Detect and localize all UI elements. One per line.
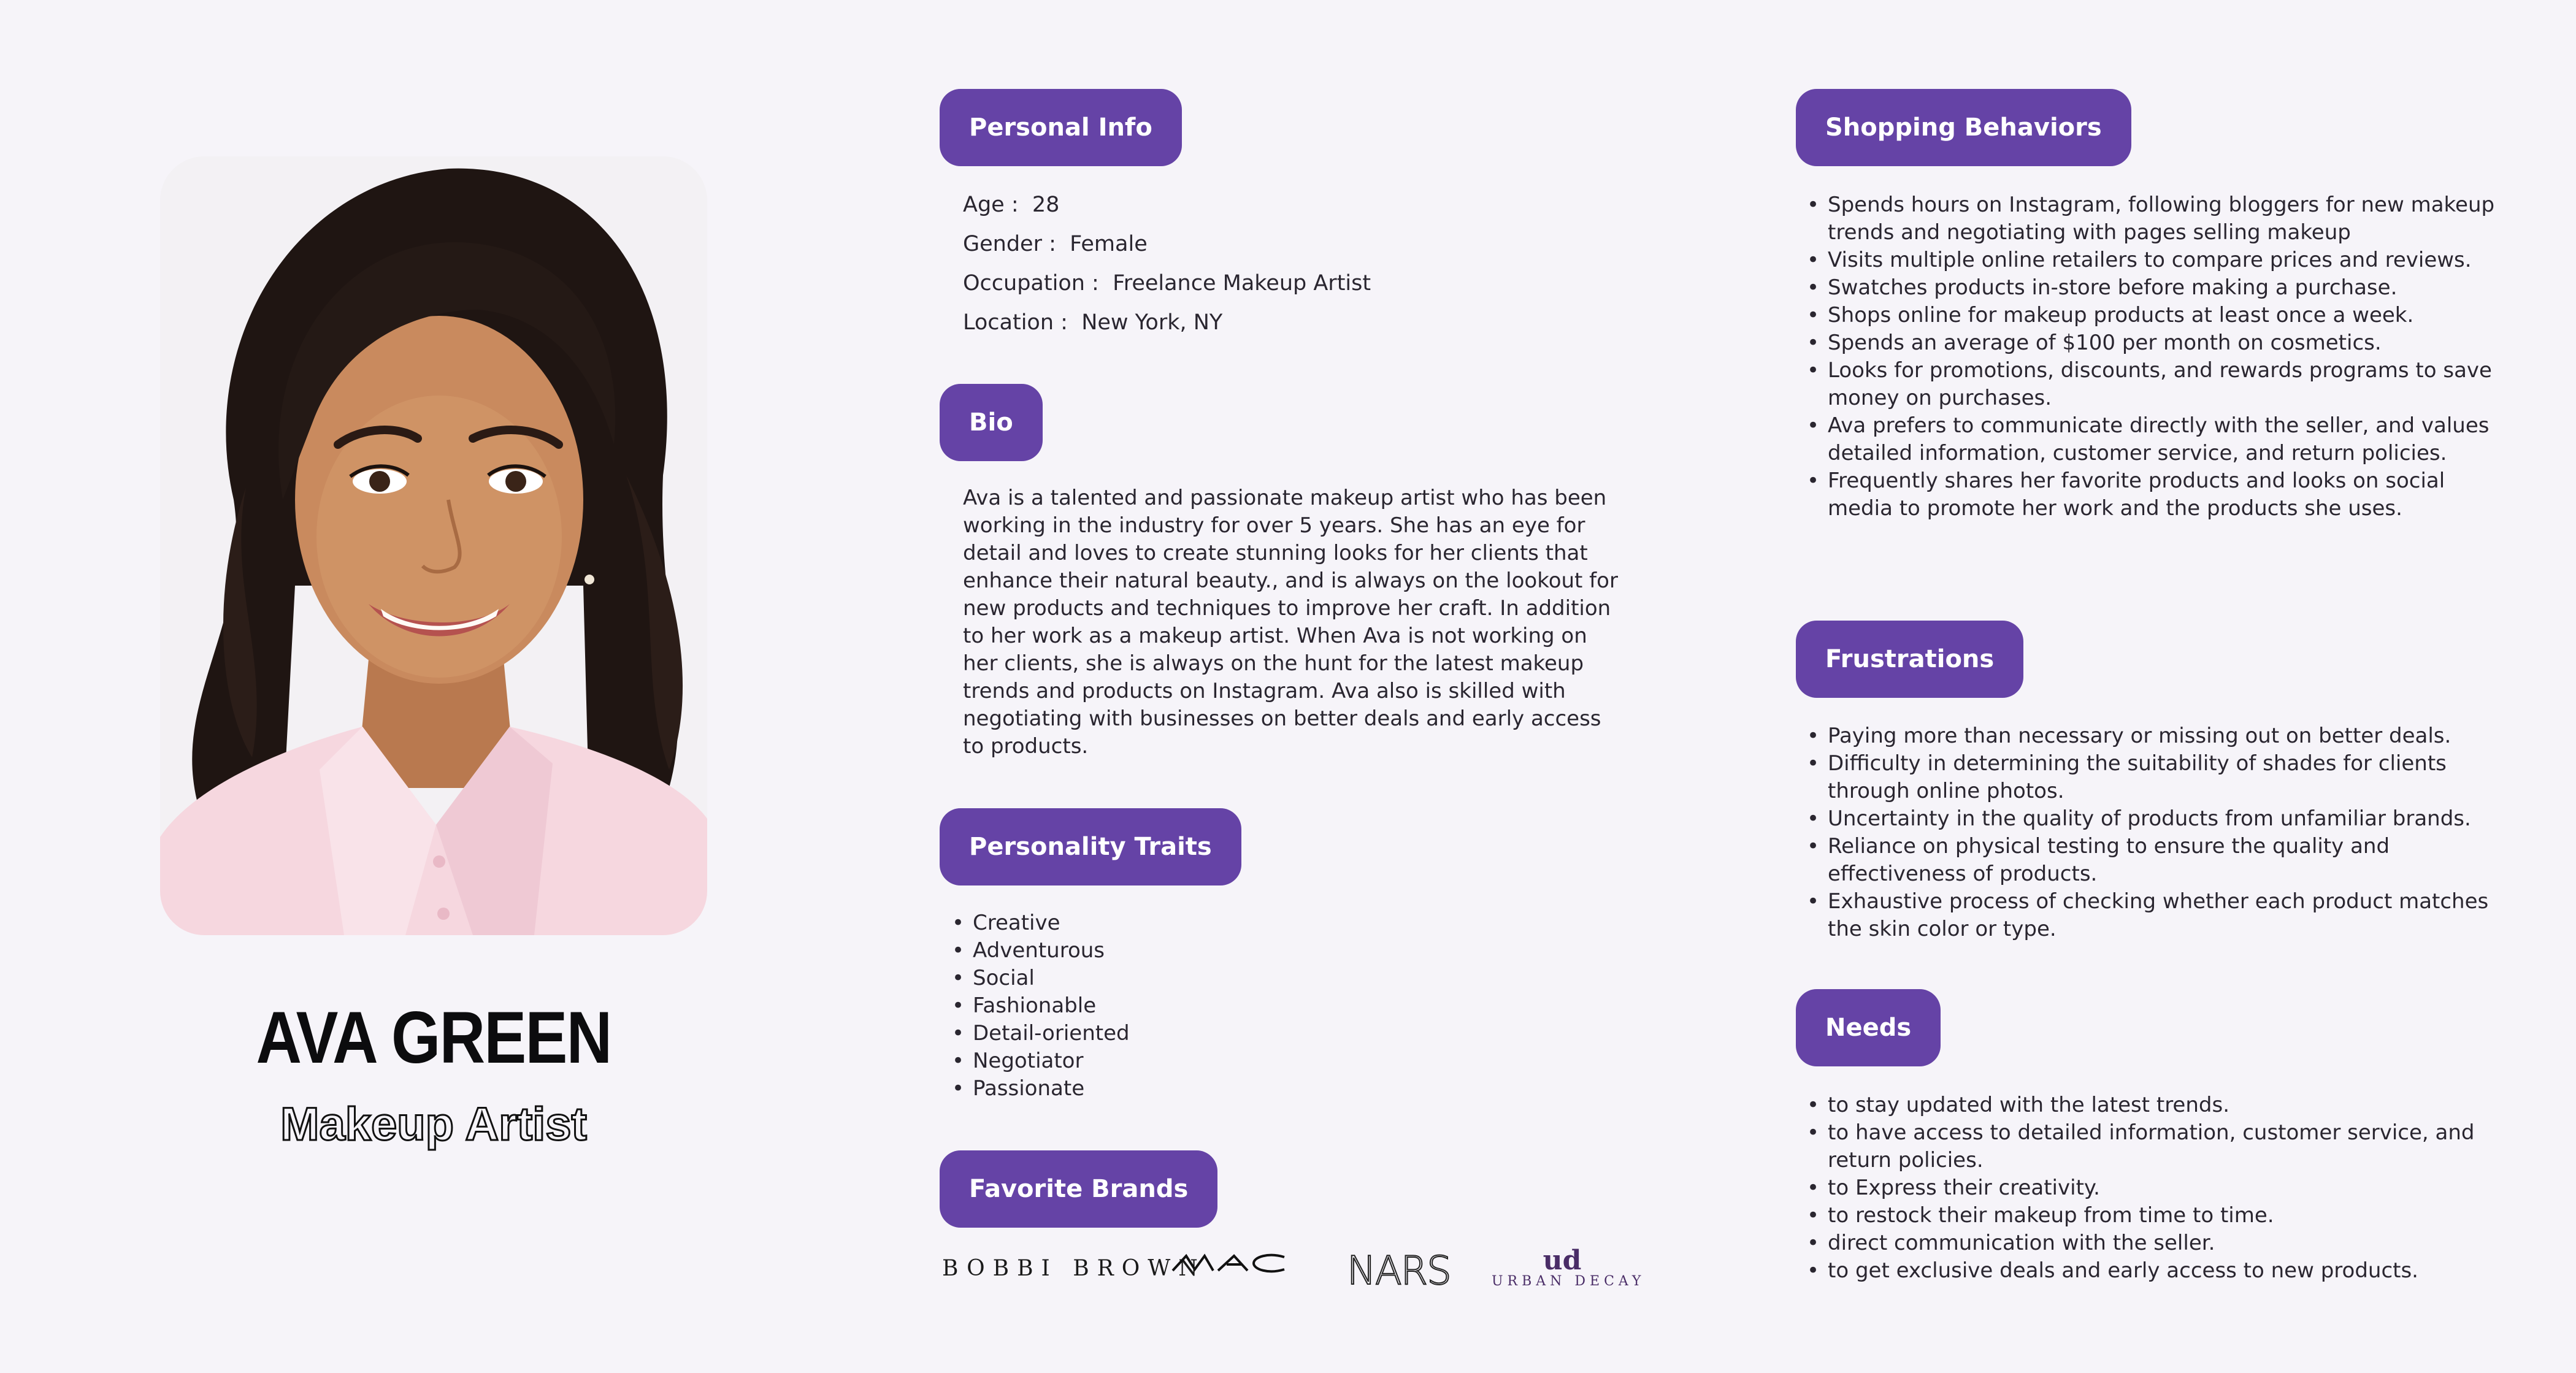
urban-decay-logo [1492,1245,1646,1289]
occupation-label: Occupation : [963,271,1099,296]
shopping-behaviors-list [1806,191,2505,522]
age-value: 28 [1032,193,1060,217]
urban-decay-wordmark: URBAN DECAY [1492,1274,1646,1289]
frustrations-list [1806,722,2505,943]
needs-heading: Needs [1796,989,1941,1066]
age-label: Age : [963,193,1019,217]
bobbi-brown-logo: BOBBI BROWN [942,1256,1206,1281]
need-item: • to get exclusive deals and early access to new products. [1806,1257,2505,1285]
trait-item: • Negotiator [951,1047,1319,1075]
trait-item: • Passionate [951,1075,1319,1103]
personal-info-list [963,185,1371,342]
personality-traits-heading: Personality Traits [940,808,1241,885]
location-row [963,303,1371,342]
urban-decay-mark: ud [1543,1245,1582,1276]
occupation-value: Freelance Makeup Artist [1113,271,1371,296]
personal-info-heading: Personal Info [940,89,1182,166]
trait-item: • Detail-oriented [951,1020,1319,1047]
need-item: • to have access to detailed information, customer service, and return policies. [1806,1119,2505,1174]
persona-name: AVA GREEN [256,996,611,1079]
need-item: • to stay updated with the latest trends. [1806,1092,2505,1119]
need-item: • direct communication with the seller. [1806,1230,2505,1257]
behavior-item: • Visits multiple online retailers to compare prices and reviews. [1806,247,2505,274]
nars-logo: NARS [1347,1249,1451,1294]
gender-value: Female [1070,232,1148,256]
behavior-item: • Looks for promotions, discounts, and rewards programs to save money on purchases. [1806,357,2505,412]
frustration-item: • Exhaustive process of checking whether each product matches the skin color or type. [1806,888,2505,943]
trait-item: • Creative [951,909,1319,937]
needs-list [1806,1092,2505,1285]
persona-role: Makeup Artist [280,1098,587,1150]
age-row [963,185,1371,224]
trait-item: • Social [951,965,1319,992]
need-item: • to Express their creativity. [1806,1174,2505,1202]
trait-item: • Adventurous [951,937,1319,965]
occupation-row [963,264,1371,303]
mac-logo [1170,1251,1287,1278]
trait-item: • Fashionable [951,992,1319,1020]
frustration-item: • Reliance on physical testing to ensure the quality and effectiveness of products. [1806,833,2505,888]
behavior-item: • Spends hours on Instagram, following bloggers for new makeup trends and negotiating with pages selling makeup [1806,191,2505,247]
gender-label: Gender : [963,232,1056,256]
shopping-behaviors-heading: Shopping Behaviors [1796,89,2131,166]
gender-row [963,224,1371,264]
location-label: Location : [963,310,1068,335]
behavior-item: • Spends an average of $100 per month on cosmetics. [1806,329,2505,357]
mac-logo-mark [1170,1251,1287,1275]
location-value: New York, NY [1081,310,1223,335]
frustration-item: • Difficulty in determining the suitability of shades for clients through online photos. [1806,750,2505,805]
behavior-item: • Ava prefers to communicate directly with the seller, and values detailed information, customer service, and return policies. [1806,412,2505,467]
favorite-brands-heading: Favorite Brands [940,1150,1217,1228]
bio-text: Ava is a talented and passionate makeup artist who has been working in the industry for over 5 years. She has an eye for detail and loves to create stunning looks for her clients that enhance their natural beauty., and is always on the lookout for new products and techniques to improve her craft. In addition to her work as a makeup artist. When Ava is not working on her clients, she is always on the hunt for the latest makeup trends and products on Instagram. Ava also is skilled with negotiating with businesses on better deals and early access to products. [963,486,1618,759]
behavior-item: • Swatches products in-store before making a purchase. [1806,274,2505,302]
need-item: • to restock their makeup from time to time. [1806,1202,2505,1230]
frustration-item: • Paying more than necessary or missing out on better deals. [1806,722,2505,750]
frustrations-heading: Frustrations [1796,621,2023,698]
persona-photo [160,156,707,935]
portrait-illustration [160,156,707,935]
traits-list [951,909,1319,1103]
bio-heading: Bio [940,384,1043,461]
frustration-item: • Uncertainty in the quality of products from unfamiliar brands. [1806,805,2505,833]
behavior-item: • Shops online for makeup products at least once a week. [1806,302,2505,329]
behavior-item: • Frequently shares her favorite products and looks on social media to promote her work and the products she uses. [1806,467,2505,522]
